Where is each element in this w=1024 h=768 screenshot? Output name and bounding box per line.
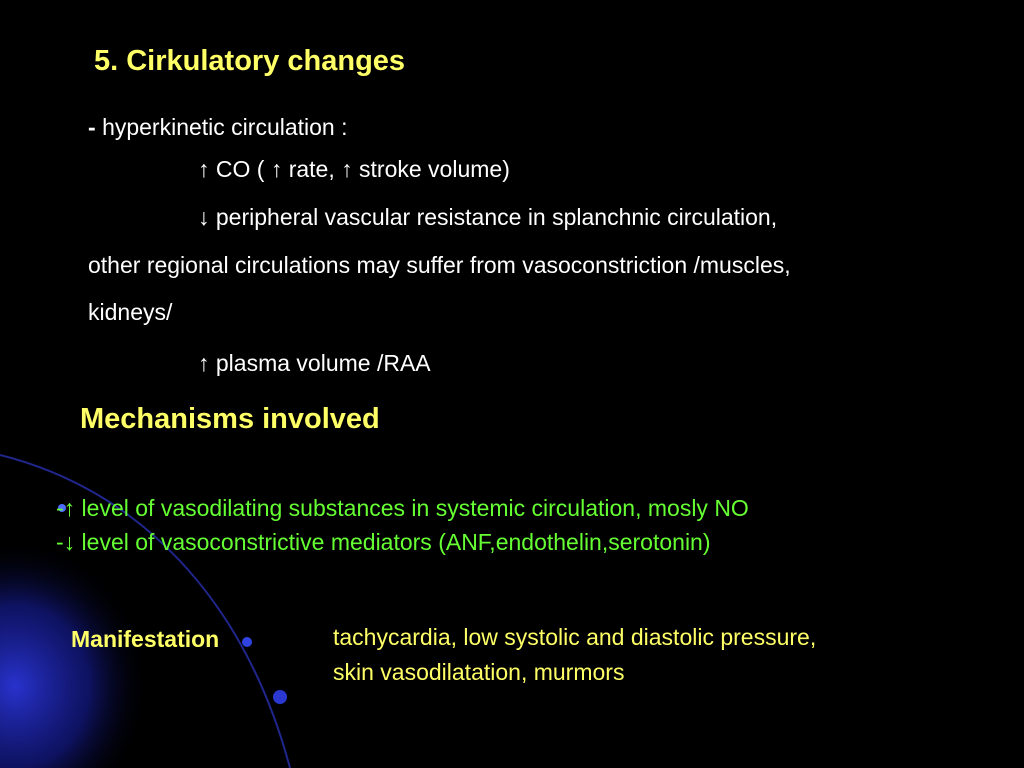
mechanism-item: -↓ level of vasoconstrictive mediators (ANF,endothelin,serotonin) bbox=[56, 529, 711, 555]
blue-swoosh-shape bbox=[0, 440, 300, 768]
manifestation-line: tachycardia, low systolic and diastolic pressure, bbox=[333, 624, 817, 650]
plasma-volume-line: ↑ plasma volume /RAA bbox=[198, 350, 431, 376]
kidneys-line: kidneys/ bbox=[88, 299, 173, 325]
slide-title: 5. Cirkulatory changes bbox=[94, 45, 406, 77]
manifestation-label: Manifestation bbox=[71, 626, 220, 652]
manifestation-line: skin vasodilatation, murmors bbox=[333, 659, 625, 685]
cardiac-output-line: ↑ CO ( ↑ rate, ↑ stroke volume) bbox=[198, 156, 510, 182]
dash-marker: - bbox=[88, 114, 96, 140]
regional-circulation-line: other regional circulations may suffer from vasoconstriction /muscles, bbox=[88, 252, 791, 278]
decorative-dot bbox=[242, 637, 252, 647]
mechanism-item: -↑ level of vasodilating substances in systemic circulation, mosly NO bbox=[56, 495, 749, 521]
mechanisms-heading: Mechanisms involved bbox=[80, 403, 380, 435]
hyperkinetic-line bbox=[88, 114, 348, 141]
decorative-dot bbox=[273, 690, 287, 704]
hyperkinetic-label: hyperkinetic circulation : bbox=[102, 114, 348, 140]
resistance-line: ↓ peripheral vascular resistance in splanchnic circulation, bbox=[198, 204, 778, 230]
